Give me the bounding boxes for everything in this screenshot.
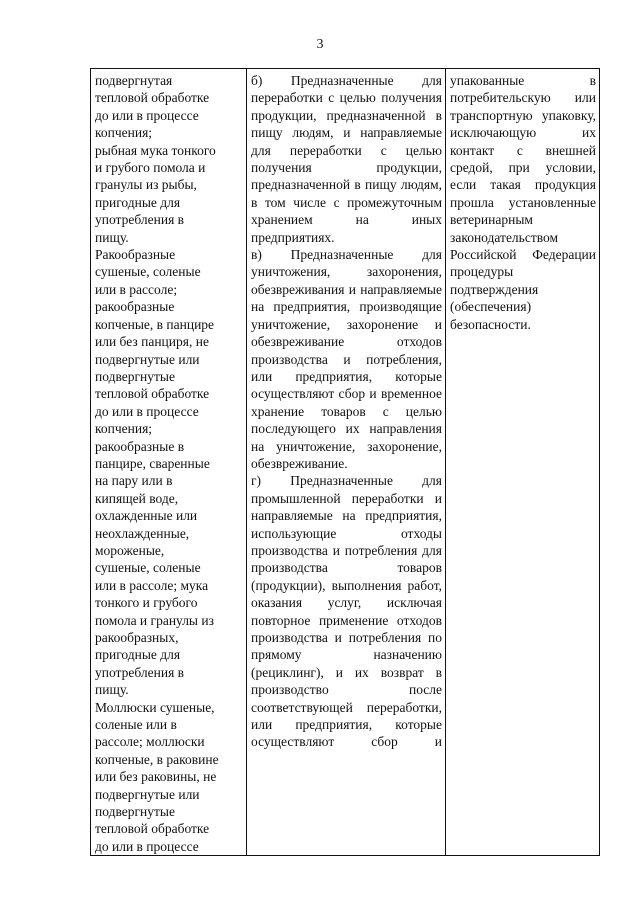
- col1-paragraph: Ракообразные сушеные, соленые или в рассоле; ракообразные копченые, в панцире или без панциря, не подвергнутые или подвергнутые тепловой обработке до или в процессе копчения;: [95, 247, 215, 437]
- col1-paragraph: ракообразные в панцире, сваренные на пару или в кипящей воде, охлажденные или неохлажденные, мороженые, сушеные, соленые или в рассоле; мука тонкого и грубого помола и гранулы из ракообразных, пригодные для употребления в пищу.: [95, 438, 214, 698]
- condition-cell: [446, 69, 600, 856]
- product-description-cell: [91, 69, 247, 856]
- table-row: [91, 69, 600, 856]
- content-table: [90, 68, 600, 856]
- purpose-cell: [247, 69, 446, 856]
- col2-paragraph-g: г) Предназначенные для промышленной переработки и направляемые на предприятия, использующие отходы производства и потребления для производства товаров (продукции), выполнения работ, оказания услуг, исключая повторное применение отходов производства и потребления по прямому назначению (рециклинг), и их возврат в производство после соответствующей переработки, или предприятия, которые осуществляют сбор и: [251, 473, 442, 750]
- col1-paragraph: рыбная мука тонкого и грубого помола и гранулы из рыбы, пригодные для употребления в пищу.: [95, 142, 216, 245]
- col2-paragraph-b: б) Предназначенные для переработки с целью получения продукции, предназначенной в пищу людям, и направляемые для переработки с целью получения продукции, предназначенной в пищу людям, в том числе с промежуточным хранением на иных предприятиях.: [251, 73, 442, 245]
- col2-paragraph-v: в) Предназначенные для уничтожения, захоронения, обезвреживания и направляемые на предприятия, производящие уничтожение, захоронение и обезвреживание отходов производства и потребления, или предприятия, которые осуществляют сбор и временное хранение товаров с целью последующего их направления на уничтожение, захоронение, обезвреживание.: [251, 247, 442, 471]
- page-number: 3: [316, 37, 324, 52]
- col1-paragraph: подвергнутая тепловой обработке до или в процессе копчения;: [95, 73, 210, 141]
- col3-paragraph: упакованные в потребительскую или транспортную упаковку, исключающую их контакт с внешней средой, при условии, если такая продукция прошла установленные ветеринарным законодательством Российской Федерации процедуры подтверждения (обеспечения) безопасности.: [450, 73, 596, 332]
- col1-paragraph: Моллюски сушеные, соленые или в рассоле; моллюски копченые, в раковине или без раковины, не подвергнутые или подвергнутые тепловой обработке до или в процессе: [95, 699, 219, 854]
